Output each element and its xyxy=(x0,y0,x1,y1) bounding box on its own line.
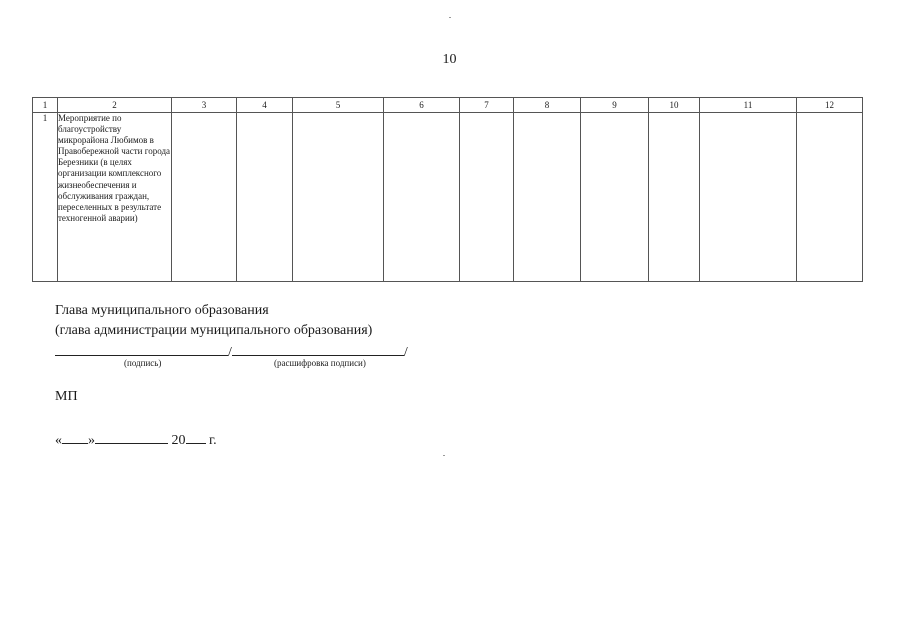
column-header: 10 xyxy=(649,98,700,113)
empty-cell xyxy=(797,113,863,282)
decoding-caption: (расшифровка подписи) xyxy=(274,358,366,368)
scan-speck xyxy=(443,455,445,456)
empty-cell xyxy=(293,113,384,282)
column-header: 9 xyxy=(581,98,649,113)
quote-open: « xyxy=(55,433,62,448)
header-row xyxy=(33,98,863,113)
signature-blank xyxy=(55,341,228,356)
date-line xyxy=(55,429,217,449)
empty-cell xyxy=(237,113,293,282)
page-number: 10 xyxy=(442,52,457,67)
scan-speck xyxy=(449,17,451,18)
day-blank xyxy=(62,429,88,444)
empty-cell xyxy=(700,113,797,282)
signature-caption: (подпись) xyxy=(124,358,162,368)
year-prefix: 20 xyxy=(171,433,186,448)
empty-cell xyxy=(172,113,237,282)
column-header: 2 xyxy=(58,98,172,113)
column-header: 11 xyxy=(700,98,797,113)
separator-slash: / xyxy=(228,345,232,360)
decoding-blank xyxy=(232,341,404,356)
activity-description: Мероприятие по благоустройству микрорайона Любимов в Правобережной части города Березники (в целях организации комплексного жизнеобеспечения и обслуживания граждан, переселенных в результате техногенной аварии) xyxy=(58,113,172,282)
month-blank xyxy=(95,429,168,444)
column-header: 12 xyxy=(797,98,863,113)
row-number: 1 xyxy=(33,113,58,282)
empty-cell xyxy=(384,113,460,282)
column-header: 5 xyxy=(293,98,384,113)
column-header: 8 xyxy=(514,98,581,113)
seal-placeholder: МП xyxy=(55,389,78,404)
table-row xyxy=(33,113,863,282)
signatory-title-line1: Глава муниципального образования xyxy=(55,303,269,318)
separator-slash: / xyxy=(403,345,408,360)
signatory-title xyxy=(55,301,372,341)
empty-cell xyxy=(514,113,581,282)
year-blank xyxy=(186,429,206,444)
empty-cell xyxy=(649,113,700,282)
column-header: 6 xyxy=(384,98,460,113)
column-header: 3 xyxy=(172,98,237,113)
column-header: 4 xyxy=(237,98,293,113)
empty-cell xyxy=(460,113,514,282)
column-header: 1 xyxy=(33,98,58,113)
data-table xyxy=(32,97,863,282)
empty-cell xyxy=(581,113,649,282)
quote-close: » xyxy=(88,433,95,448)
year-suffix: г. xyxy=(209,433,217,448)
signatory-title-line2: (глава администрации муниципального образования) xyxy=(55,323,373,338)
column-header: 7 xyxy=(460,98,514,113)
